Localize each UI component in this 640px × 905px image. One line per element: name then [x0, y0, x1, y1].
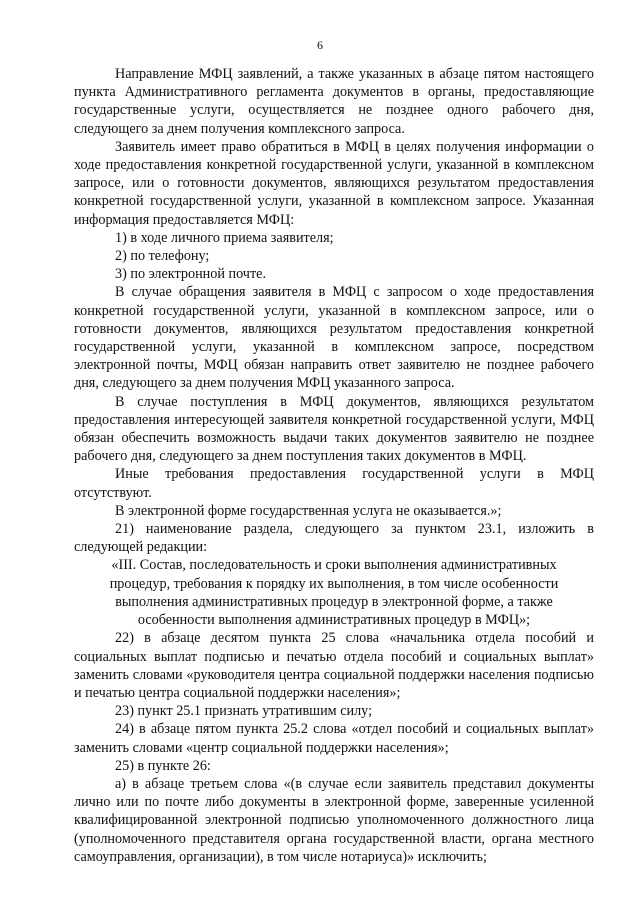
paragraph-electronic-form: В электронной форме государственная услуга не оказывается.»; — [115, 502, 502, 519]
page-number: 6 — [317, 38, 323, 52]
list-item-personal-reception: 1) в ходе личного приема заявителя; — [115, 229, 334, 246]
paragraph-applicant-right: Заявитель имеет право обратиться в МФЦ в целях получения информации о ходе предоставления конкретной государственной услуги, указанной в комплексном запросе, или о готовности документов, являющихся результатом предоставления конкретной государственной услуги, указанной в комплексном запросе. Указанная информация предоставляется МФЦ: — [74, 138, 594, 228]
paragraph-item-22: 22) в абзаце десятом пункта 25 слова «начальника отдела пособий и социальных выплат подписью и печатью отдела пособий и социальных выплат» заменить словами «руководителя центра социальной поддержки населения подписью и печатью центра социальной поддержки населения»; — [74, 630, 594, 701]
paragraph-documents-receipt: В случае поступления в МФЦ документов, являющихся результатом предоставления интересующей заявителя конкретной государственной услуги, МФЦ обязан обеспечить возможность выдачи таких документов заявителю не позднее рабочего дня, следующего за днем поступления таких документов в МФЦ. — [74, 393, 594, 465]
paragraph-email-request: В случае обращения заявителя в МФЦ с запросом о ходе предоставления конкретной государственной услуги, указанной в комплексном запросе, или о готовности документов, являющихся результатом предоставления конкретной государственной услуги, указанной в комплексном запросе, посредством электронной почты, МФЦ обязан направить ответ заявителю не позднее рабочего дня, следующего за днем получения МФЦ указанного запроса. — [74, 284, 594, 392]
paragraph-item-25a: а) в абзаце третьем слова «(в случае если заявитель представил документы лично или по почте либо документы в электронной форме, заверенные усиленной квалифицированной электронной подписью уполномоченного должностного лица (уполномоченного представителя органа государственной власти, органа местного самоуправления, организации), в том числе нотариуса)» исключить; — [74, 775, 594, 865]
paragraph-item-24: 24) в абзаце пятом пункта 25.2 слова «отдел пособий и социальных выплат» заменить словами «центр социальной поддержки населения»; — [74, 721, 594, 756]
section-heading: «III. Состав, последовательность и сроки выполнения административных процедур, требования к порядку их выполнения, в том числе особенности выполнения административных процедур в электронной форме, а также особенности выполнения административных процедур в МФЦ»; — [109, 557, 559, 629]
paragraph-item-21: 21) наименование раздела, следующего за пунктом 23.1, изложить в следующей редакции: — [74, 521, 594, 556]
list-item-email: 3) по электронной почте. — [115, 266, 266, 283]
list-item-phone: 2) по телефону; — [115, 248, 210, 265]
document-body — [74, 65, 594, 866]
paragraph-other-requirements: Иные требования предоставления государственной услуги в МФЦ отсутствуют. — [74, 466, 594, 501]
paragraph-item-25: 25) в пункте 26: — [115, 757, 211, 774]
paragraph-mfc-sending: Направление МФЦ заявлений, а также указанных в абзаце пятом настоящего пункта Административного регламента документов в органы, предоставляющие государственные услуги, осуществляется не позднее одного рабочего дня, следующего за днем получения комплексного запроса. — [74, 66, 594, 137]
paragraph-item-23: 23) пункт 25.1 признать утратившим силу; — [115, 703, 373, 720]
